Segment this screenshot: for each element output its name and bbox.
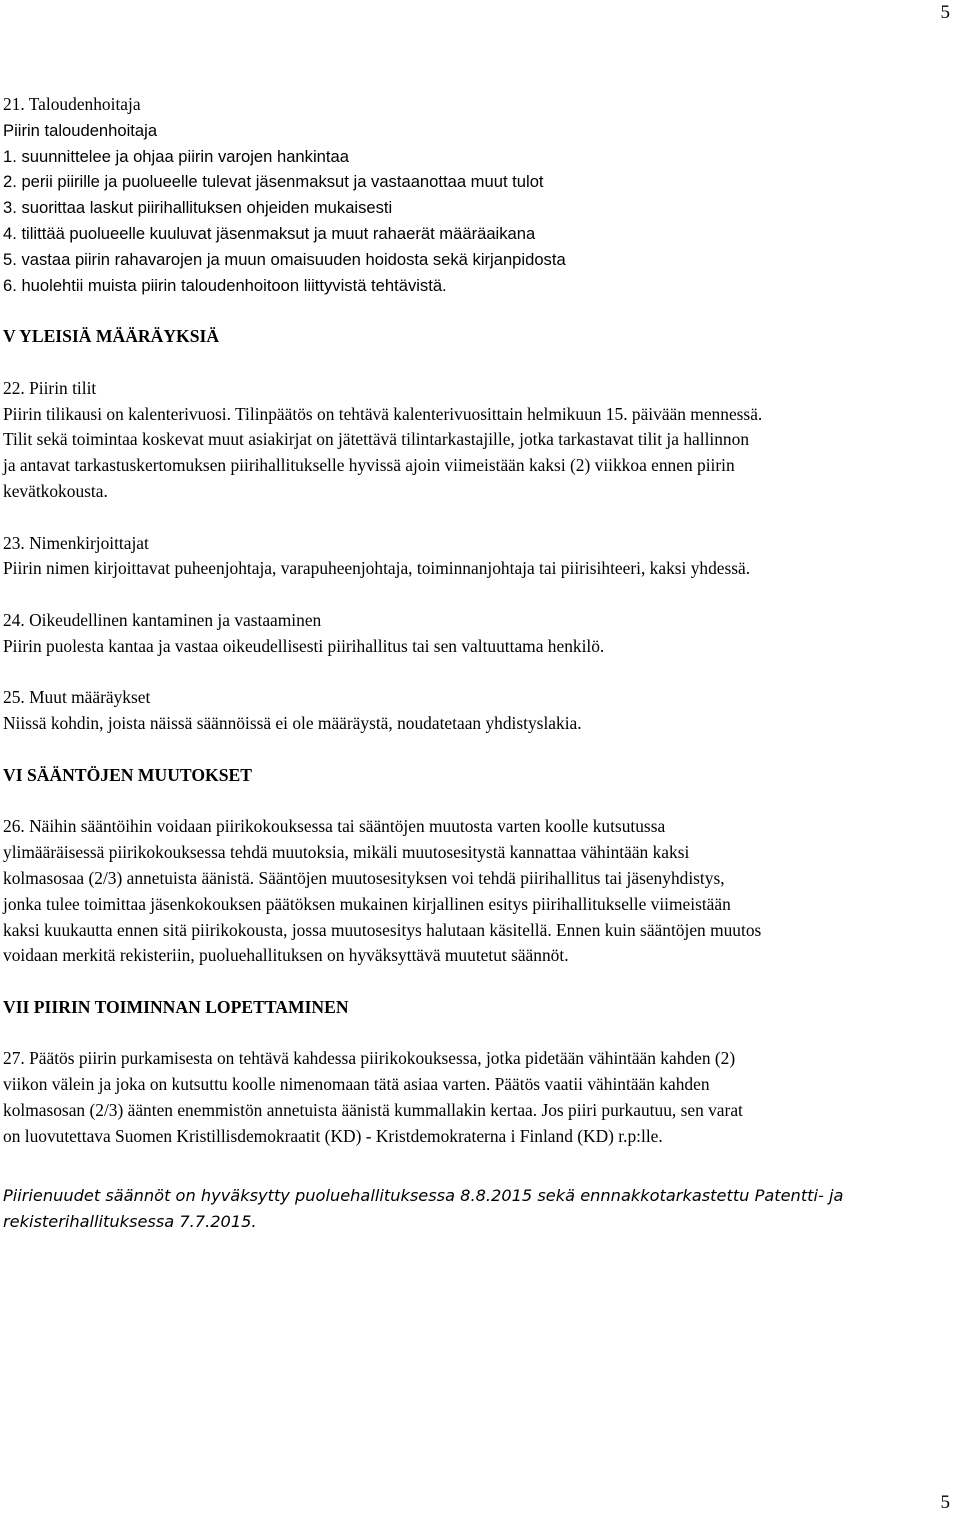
chapter-heading: VI SÄÄNTÖJEN MUUTOKSET — [3, 764, 252, 785]
section-27 — [0, 1046, 950, 1149]
paragraph-line: Piirin nimen kirjoittavat puheenjohtaja, varapuheenjohtaja, toiminnanjohtaja tai piirisihteeri, kaksi yhdessä. — [3, 558, 751, 579]
document-body — [0, 92, 950, 1150]
paragraph-line: Piirin tilikausi on kalenterivuosi. Tilinpäätös on tehtävä kalenterivuosittain helmikuun 15. päivään mennessä. — [3, 403, 763, 424]
list-item: 6. huolehtii muista piirin taloudenhoitoon liittyvistä tehtävistä. — [3, 275, 447, 295]
section-title: 25. Muut määräykset — [3, 687, 151, 708]
approval-note-line: rekisterihallituksessa 7.7.2015. — [3, 1212, 257, 1231]
chapter-heading: V YLEISIÄ MÄÄRÄYKSIÄ — [3, 326, 220, 347]
section-intro: Piirin taloudenhoitaja — [3, 120, 158, 140]
paragraph-line: Niissä kohdin, joista näissä säännöissä ei ole määräystä, noudatetaan yhdistyslakia. — [3, 713, 582, 734]
paragraph-line: 27. Päätös piirin purkamisesta on tehtävä kahdessa piirikokouksessa, jotka pidetään vähintään kahden (2) — [3, 1048, 736, 1069]
list-item: 4. tilittää puolueelle kuuluvat jäsenmaksut ja muut rahaerät määräaikana — [3, 223, 536, 243]
chapter-heading: VII PIIRIN TOIMINNAN LOPETTAMINEN — [3, 996, 349, 1017]
page-number-bottom: 5 — [940, 1492, 950, 1513]
paragraph-line: kaksi kuukautta ennen sitä piirikokousta, jossa muutosesitys halutaan käsitellä. Ennen kuin sääntöjen muutos — [3, 919, 762, 940]
paragraph-line: jonka tulee toimittaa jäsenkokouksen päätöksen mukainen kirjallinen esitys piirihallitukselle viimeistään — [3, 893, 731, 914]
paragraph-line: ja antavat tarkastuskertomuksen piirihallitukselle hyvissä ajoin viimeistään kaksi (2) viikkoa ennen piirin — [3, 455, 735, 476]
page-number-top: 5 — [940, 2, 950, 23]
paragraph-line: kolmasosaa (2/3) annetuista äänistä. Sääntöjen muutosesityksen voi tehdä piirihallitus tai jäsenyhdistys, — [3, 867, 725, 888]
section-24 — [0, 608, 950, 660]
paragraph-line: viikon välein ja joka on kutsuttu koolle nimenomaan tätä asiaa varten. Päätös vaatii vähintään kahden — [3, 1074, 710, 1095]
section-22 — [0, 376, 950, 505]
paragraph-line: Piirin puolesta kantaa ja vastaa oikeudellisesti piirihallitus tai sen valtuuttama henkilö. — [3, 635, 605, 656]
paragraph-line: 26. Näihin sääntöihin voidaan piirikokouksessa tai sääntöjen muutosta varten koolle kutsutussa — [3, 816, 666, 837]
section-21 — [0, 92, 950, 298]
list-item: 5. vastaa piirin rahavarojen ja muun omaisuuden hoidosta sekä kirjanpidosta — [3, 249, 566, 269]
paragraph-line: Tilit sekä toimintaa koskevat muut asiakirjat on jätettävä tilintarkastajille, jotka tarkastavat tilit ja hallinnon — [3, 429, 750, 450]
section-title: 22. Piirin tilit — [3, 377, 97, 398]
section-title: 21. Taloudenhoitaja — [3, 94, 141, 114]
paragraph-line: on luovutettava Suomen Kristillisdemokraatit (KD) - Kristdemokraterna i Finland (KD) r.p:lle. — [3, 1125, 663, 1146]
paragraph-line: kevätkokousta. — [3, 480, 108, 501]
list-item: 1. suunnittelee ja ohjaa piirin varojen hankintaa — [3, 146, 349, 166]
list-item: 3. suorittaa laskut piirihallituksen ohjeiden mukaisesti — [3, 198, 393, 218]
list-item: 2. perii piirille ja puolueelle tulevat jäsenmaksut ja vastaanottaa muut tulot — [3, 172, 544, 192]
section-title: 23. Nimenkirjoittajat — [3, 532, 149, 553]
paragraph-line: kolmasosan (2/3) äänten enemmistön annetuista äänistä kummallakin kertaa. Jos piiri purkautuu, sen varat — [3, 1100, 743, 1121]
paragraph-line: voidaan merkitä rekisteriin, puoluehallituksen on hyväksyttävä muutetut säännöt. — [3, 945, 569, 966]
paragraph-line: ylimääräisessä piirikokouksessa tehdä muutoksia, mikäli muutosesitystä kannattaa vähintään kaksi — [3, 842, 690, 863]
approval-note-line: Piirienuudet säännöt on hyväksytty puoluehallituksessa 8.8.2015 sekä ennnakkotarkastettu Patentti- ja — [3, 1186, 844, 1205]
section-26 — [0, 814, 950, 969]
section-title: 24. Oikeudellinen kantaminen ja vastaaminen — [3, 609, 322, 630]
approval-note — [3, 1183, 953, 1235]
section-23 — [0, 531, 950, 583]
section-25 — [0, 685, 950, 737]
